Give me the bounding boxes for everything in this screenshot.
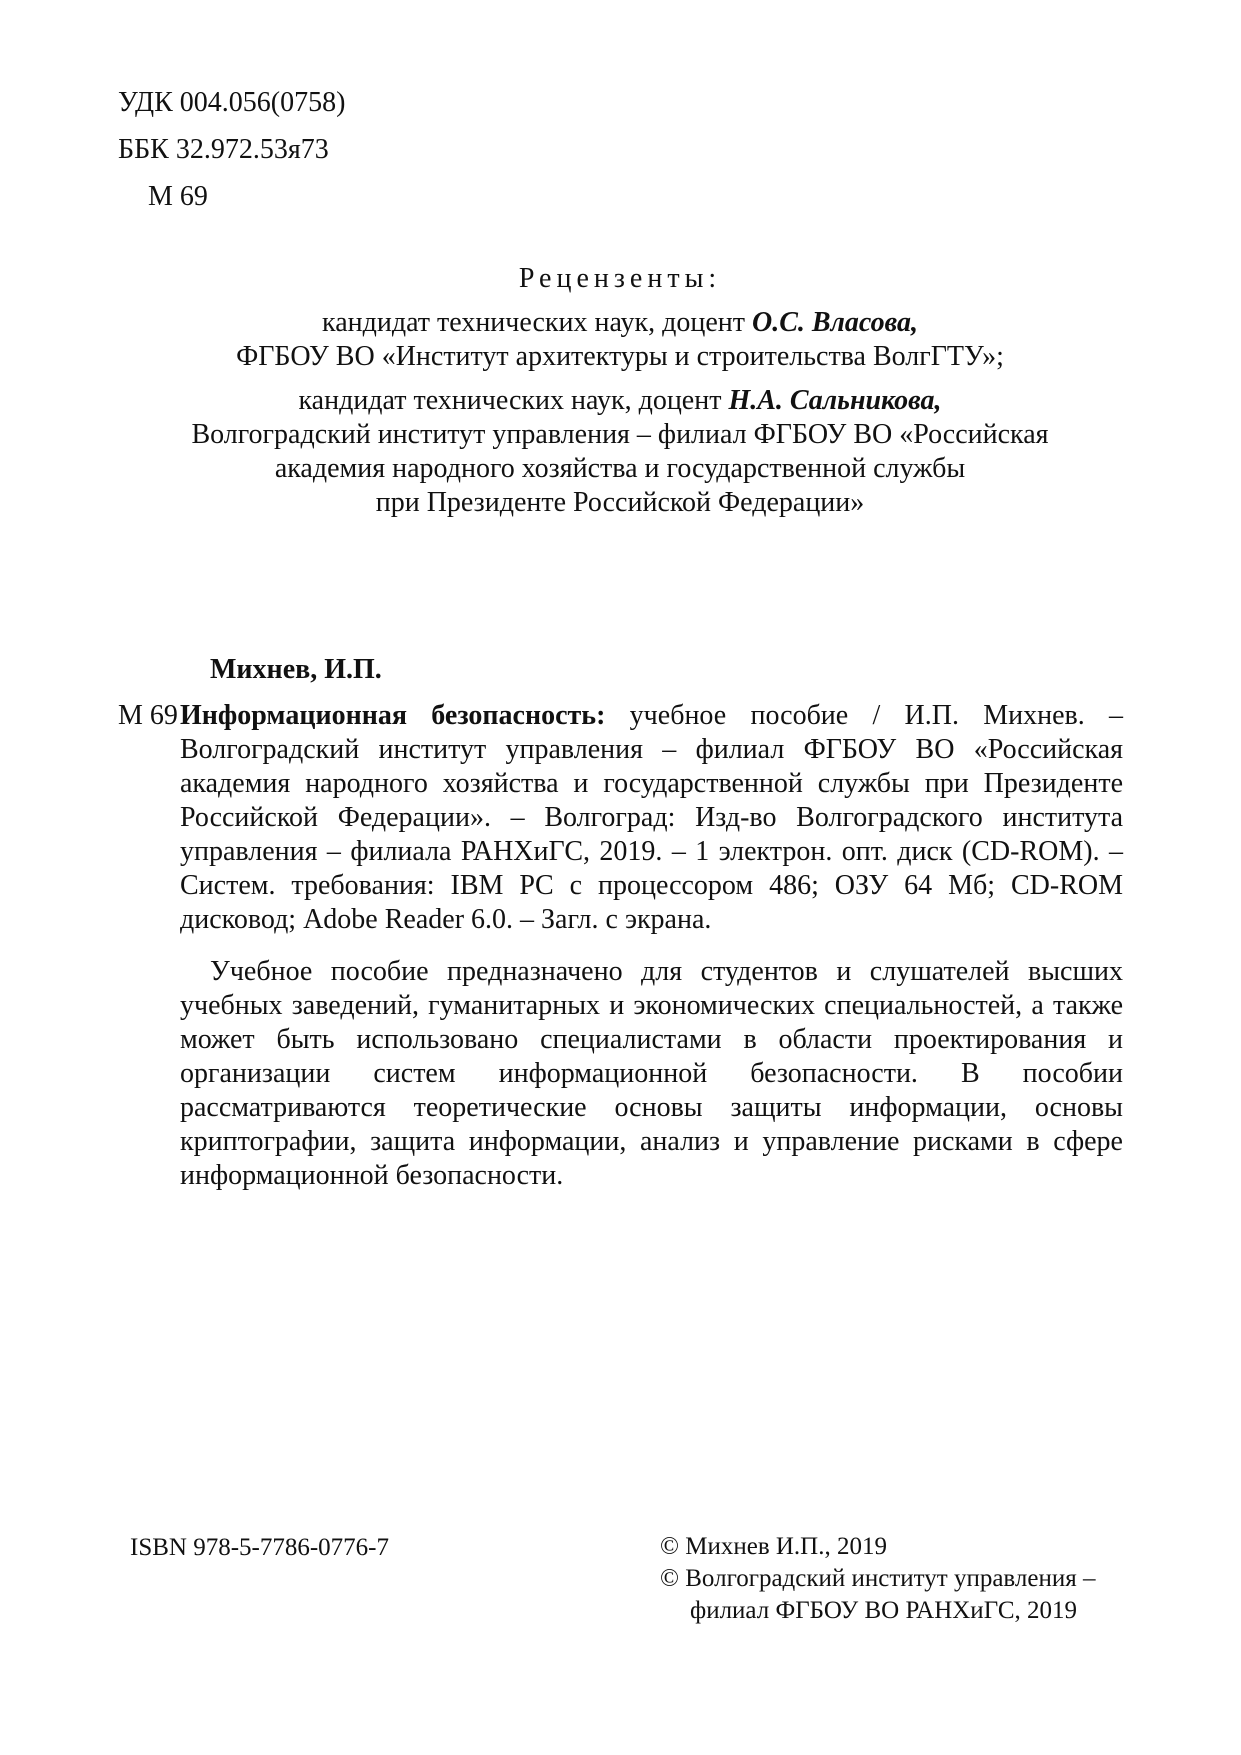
reviewer-affiliation: при Президенте Российской Федерации»: [375, 487, 865, 518]
reviewer-affiliation: Волгоградский институт управления – филиал ФГБОУ ВО «Российская: [191, 419, 1049, 450]
bbk-code: ББК 32.972.53я73: [118, 134, 329, 165]
reviewer-line: [118, 384, 1122, 418]
reviewers-heading: Рецензенты:: [518, 263, 722, 294]
reviewer-affiliation: академия народного хозяйства и государственной службы: [274, 453, 966, 484]
bibliographic-record: [118, 699, 1123, 937]
bibliographic-code: М 69: [118, 700, 178, 731]
reviewer-entry: [118, 306, 1122, 374]
udk-code: УДК 004.056(0758): [118, 87, 346, 118]
isbn: ISBN 978-5-7786-0776-7: [130, 1534, 390, 1561]
annotation: [180, 955, 1123, 1193]
reviewer-position: кандидат технических наук, доцент: [298, 385, 729, 416]
copyright-org-continued: филиал ФГБОУ ВО РАНХиГС, 2019: [690, 1597, 1077, 1624]
reviewer-entry: [118, 384, 1122, 520]
reviewer-name: Н.А. Сальникова,: [728, 385, 942, 416]
reviewer-name: О.С. Власова,: [751, 307, 918, 338]
copyright-org: © Волгоградский институт управления –: [660, 1565, 1096, 1592]
author-heading: Михнев, И.П.: [210, 654, 382, 685]
reviewer-affiliation: ФГБОУ ВО «Институт архитектуры и строительства ВолгГТУ»;: [236, 341, 1004, 372]
classification-block: [118, 86, 345, 227]
annotation-text: Учебное пособие предназначено для студентов и слушателей высших учебных заведений, гуманитарных и экономических специальностей, а также может быть использовано специалистами в области проектирования и организации систем информационной безопасности. В пособии рассматриваются теоретические основы защиты информации, основы криптографии, защита информации, анализ и управление рисками в сфере информационной безопасности.: [180, 956, 1123, 1191]
bibliographic-description: [180, 699, 1123, 937]
reviewer-position: кандидат технических наук, доцент: [322, 307, 752, 338]
copyright-block: [660, 1531, 1095, 1627]
author-mark: М 69: [148, 181, 208, 212]
reviewer-line: [118, 306, 1122, 340]
reviewers-section: [118, 262, 1122, 530]
book-title: Информационная безопасность:: [180, 700, 606, 731]
copyright-author: © Михнев И.П., 2019: [660, 1533, 887, 1560]
book-description: учебное пособие / И.П. Михнев. – Волгоградский институт управления – филиал ФГБОУ ВО «Российская академия народного хозяйства и государственной службы при Президенте Российской Федерации». – Волгоград: Изд-во Волгоградского института управления – филиала РАНХиГС, 2019. – 1 электрон. опт. диск (CD-ROM). – Систем. требования: IBM PC с процессором 486; ОЗУ 64 Мб; CD-ROM дисковод; Adobe Reader 6.0. – Загл. с экрана.: [180, 700, 1124, 935]
